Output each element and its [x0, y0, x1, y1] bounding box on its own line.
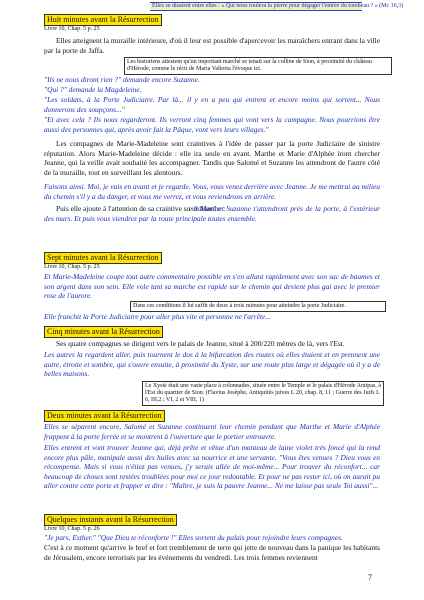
dialogue-line: Elles se séparent encore, Salomé et Suzanne continuent leur chemin pendant que Marthe et Marie d'Alphée frappent à la porte ferrée et se montrent à l'ouverture que le portier entrouvre.: [44, 422, 380, 441]
dialogue-line: "Qui ?" demande la Magdeleine.: [44, 85, 142, 94]
dialogue-line: Elles entrent et vont trouver Jeanne qui, déjà prête et vêtue d'un manteau de laine violet très foncé qui la rend encore plus pâle, manipule aussi des huiles avec sa nourrice et une servante. "Vous êtes venues ? Dieu vous en récompense. Mais si vous n'étiez pas venues, j'y serais allée de moi-même... Pour trouver du réconfort... car beaucoup de choses sont restées troublées pour moi ce jour redoutable. Et pour ne pas rester ici, où on aurait pu aller contre cette porte et frapper et dire : "Maître, je suis la pauvre Jeanne... Ne me laisse pas seule Toi aussi"...: [44, 443, 380, 490]
dialogue-line: Faisons ainsi. Moi, je vais en avant et je regarde. Vous, vous venez derrière avec Jeanne. Je me mettrai au milieu du chemin s'il y a du danger, et vous me verrez, et vous reviendrons en arrière.: [44, 182, 380, 201]
section-title-eight-minutes: Huit minutes avant la Résurrection: [44, 14, 162, 26]
dialogue-line: Salomé et Suzanne t'attendront près de la porte, à l'extérieur des murs. Et puis vous viendrez par la route principale toutes ensemble.: [44, 204, 380, 223]
dialogue-line: "Et avec cela ? Ils nous regarderont. Ils verront cinq femmes qui vont vers la campagne. Nous pourrions être aussi des personnes qui, après avoir fait la Pâque, vont vers leurs villages.": [44, 115, 380, 134]
section-title-five-minutes: Cinq minutes avant la Résurrection: [44, 326, 163, 338]
section-title-moments-before: Quelques instants avant la Résurrection: [44, 514, 177, 526]
historical-note-box: Dans ces conditions il lui suffit de deux à trois minutes pour atteindre la porte Judiciaire.: [130, 301, 386, 312]
paragraph: Elles atteignent la muraille intérieure, d'où il leur est possible d'apercevoir les maraîchers entrant dans la ville par la porte de Jaffa.: [44, 36, 380, 55]
page-number: 7: [368, 573, 372, 582]
paragraph: Puis elle ajoute à l'attention de sa craintive sœur Marthe :: [56, 204, 226, 213]
paragraph: Les compagnes de Marie-Madeleine sont craintives à l'idée de passer par la porte Judiciaire de sinistre réputation. Alors Marie-Madeleine décide : elle ira seule en avant. Marthe et Marie d'Alphée iront chercher Jeanne, qui la veille avait souhaité les accompagner. Tandis que Salomé et Suzanne les attendront de l'autre côté de la muraille, tout en surveillant les alentours.: [44, 139, 380, 177]
dialogue-line: Les autres la regardent aller, puis tournent le dos à la bifurcation des routes où elles étaient et en prennent une autre, étroite et sombre, qui s'ouvre ensuite, à proximité du Xyste, sur une route plus large et dégagée où il y a de belles maisons.: [44, 350, 380, 378]
historical-note-box: Le Xysté était une vaste place à colonnades, située entre le Temple et le palais d'Hérode Antipas, à l'Est du quartier de Sion. (Flavius Josèphe, Antiquités juives L 20, chap. 8, 11 ; Guerre des Juifs L 6, III,2 ; VI, 2 et VIII, 1): [142, 381, 384, 406]
paragraph: Ses quatre compagnes se dirigent vers le palais de Jeanne, situé à 200/220 mètres de là, vers l'Est.: [56, 339, 345, 348]
dialogue-line: Elle franchit la Porte Judiciaire pour aller plus vite et personne ne l'arrête...: [44, 312, 271, 321]
dialogue-line: "Les soldats, à la Porte Judiciaire. Par là... il y en a peu qui entrent et encore moins qui sortent... Nous donnerons des soupçons...": [44, 95, 380, 114]
historical-note-box: Les historiens attestent qu'un important marché se tenait sur la colline de Sion, à proximité du château d'Hérode, comme le récit de Maria Valtorta l'évoque ici.: [124, 57, 392, 75]
paragraph: C'est à ce moment qu'arrive le bref et fort tremblement de terre qui jette de nouveau dans la panique les habitants de Jérusalem, encore terrorisés par les événements du vendredi. Les trois femmes reviennent: [44, 543, 380, 562]
page-header-quote: Elles se disaient entre elles : « Qui nous roulera la pierre pour dégager l'entrée du tombeau ? » (Mc 16,3): [152, 3, 404, 9]
dialogue-line: "Je pars, Esther." "Que Dieu te réconforte !" Elles sortent du palais pour rejoindre leurs compagnes.: [44, 533, 343, 542]
book-reference: Livre 10, Chap. 5 p. 25: [44, 26, 100, 32]
dialogue-line: "Ils ne nous diront rien ?" demande encore Suzanne.: [44, 75, 200, 84]
book-reference: Livre 10, Chap. 5 p. 26: [44, 526, 100, 532]
book-reference: Livre 10, Chap. 5 p. 25: [44, 264, 100, 270]
section-title-seven-minutes: Sept minutes avant la Résurrection: [44, 252, 162, 264]
section-title-two-minutes: Deux minutes avant la Résurrection: [44, 410, 165, 422]
dialogue-line: Et Marie-Madeleine coupe tout autre commentaire possible en s'en allant rapidement avec son sac de baumes et son argent dans son sein. Elle vole tant sa marche est rapide sur le chemin qui devient plus gai avec le premier rose de l'aurore.: [44, 272, 380, 300]
